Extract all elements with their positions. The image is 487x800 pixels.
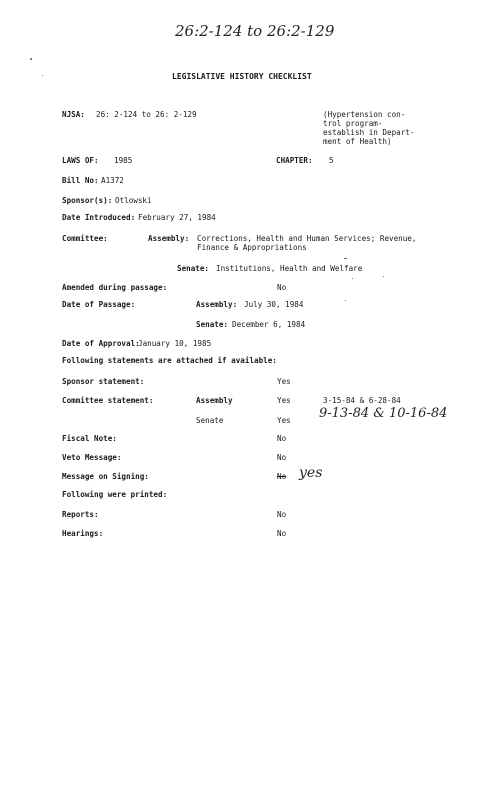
- passage-assembly-label: Assembly:: [196, 300, 238, 309]
- hearings-value: No: [277, 529, 287, 538]
- reports-label: Reports:: [62, 510, 99, 519]
- sponsors-label: Sponsor(s):: [62, 196, 113, 205]
- committee-assembly-value-1: Corrections, Health and Human Services; Revenue,: [197, 234, 417, 243]
- committee-senate-value: Institutions, Health and Welfare: [216, 264, 363, 273]
- sponsors-value: Otlowski: [115, 196, 152, 205]
- laws-of-value: 1985: [114, 156, 133, 165]
- passage-label: Date of Passage:: [62, 300, 136, 309]
- committee-statement-label: Committee statement:: [62, 396, 154, 405]
- approval-label: Date of Approval:: [62, 339, 140, 348]
- committee-statement-assembly-label: Assembly: [196, 396, 233, 405]
- hearings-label: Hearings:: [62, 529, 104, 538]
- scan-speck: [344, 258, 347, 259]
- passage-assembly-value: July 30, 1984: [244, 300, 304, 309]
- date-introduced-value: February 27, 1984: [138, 213, 216, 222]
- approval-value: January 10, 1985: [138, 339, 212, 348]
- passage-senate-value: December 6, 1984: [232, 320, 306, 329]
- fiscal-note-value: No: [277, 434, 287, 443]
- fiscal-note-label: Fiscal Note:: [62, 434, 117, 443]
- committee-senate-label: Senate:: [177, 264, 210, 273]
- scan-speck: [352, 278, 353, 279]
- statements-heading: Following statements are attached if available:: [62, 356, 277, 365]
- njsa-value: 26: 2-124 to 26: 2-129: [96, 110, 197, 119]
- sponsor-statement-label: Sponsor statement:: [62, 377, 145, 386]
- page-title: LEGISLATIVE HISTORY CHECKLIST: [172, 72, 312, 81]
- description-line-2: trol program-: [323, 119, 383, 128]
- description-line-4: ment of Health): [323, 137, 392, 146]
- message-on-signing-handwritten-value: yes: [299, 465, 323, 481]
- committee-assembly-value-2: Finance & Appropriations: [197, 243, 307, 252]
- njsa-label: NJSA:: [62, 110, 85, 119]
- committee-statement-senate-label: Senate: [196, 416, 224, 425]
- bill-no-value: A1372: [101, 176, 124, 185]
- description-line-1: (Hypertension con-: [323, 110, 406, 119]
- amended-label: Amended during passage:: [62, 283, 168, 292]
- bill-no-label: Bill No:: [62, 176, 99, 185]
- passage-senate-label: Senate:: [196, 320, 229, 329]
- scan-speck: [42, 75, 43, 76]
- message-on-signing-label: Message on Signing:: [62, 472, 149, 481]
- veto-message-value: No: [277, 453, 287, 462]
- message-on-signing-struck-value: No: [277, 472, 287, 481]
- printed-heading: Following were printed:: [62, 490, 168, 499]
- scan-speck: [383, 276, 384, 277]
- reports-value: No: [277, 510, 287, 519]
- chapter-label: CHAPTER:: [276, 156, 313, 165]
- scan-speck: [30, 58, 32, 60]
- sponsor-statement-value: Yes: [277, 377, 291, 386]
- date-introduced-label: Date Introduced:: [62, 213, 136, 222]
- amended-value: No: [277, 283, 287, 292]
- committee-assembly-label: Assembly:: [148, 234, 190, 243]
- description-line-3: establish in Depart-: [323, 128, 415, 137]
- committee-statement-senate-dates-handwritten: 9-13-84 & 10-16-84: [319, 406, 448, 421]
- committee-statement-senate-value: Yes: [277, 416, 291, 425]
- committee-label: Committee:: [62, 234, 108, 243]
- committee-statement-assembly-dates: 3-15-84 & 6-28-84: [323, 396, 401, 405]
- laws-of-label: LAWS OF:: [62, 156, 99, 165]
- veto-message-label: Veto Message:: [62, 453, 122, 462]
- scan-speck: [345, 300, 346, 301]
- handwritten-header: 26:2-124 to 26:2-129: [175, 22, 335, 40]
- chapter-value: 5: [329, 156, 334, 165]
- committee-statement-assembly-value: Yes: [277, 396, 291, 405]
